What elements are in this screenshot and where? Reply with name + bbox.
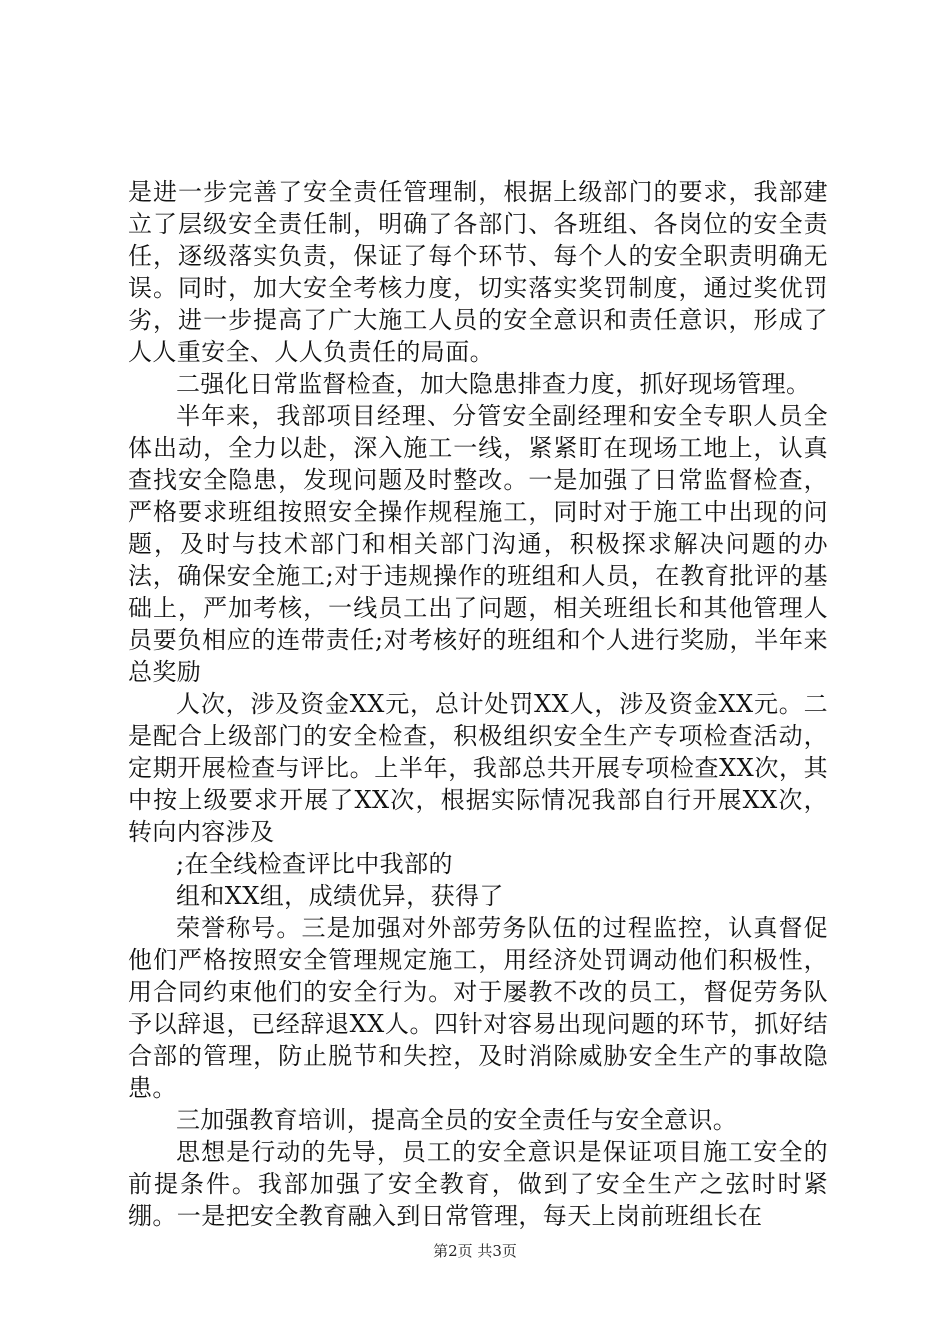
paragraph: ;在全线检查评比中我部的 bbox=[176, 850, 453, 878]
paragraph: 人次，涉及资金XX元，总计处罚XX人，涉及资金XX元。二是配合上级部门的安全检查，积极组织安全生产专项检查活动，定期开展检查与评比。上半年，我部总共开展专项检查XX次，其中按上级要求开展了XX次，根据实际情况我部自行开展XX次，转向内容涉及 bbox=[128, 690, 828, 846]
paragraph: 荣誉称号。三是加强对外部劳务队伍的过程监控，认真督促他们严格按照安全管理规定施工，用经济处罚调动他们积极性，用合同约束他们的安全行为。对于屡教不改的员工，督促劳务队予以辞退，已经辞退XX人。四针对容易出现问题的环节，抓好结合部的管理，防止脱节和失控，及时消除威胁安全生产的事故隐患。 bbox=[128, 914, 828, 1102]
page-number: 第2页 共3页 bbox=[433, 1242, 517, 1260]
paragraph: 思想是行动的先导，员工的安全意识是保证项目施工安全的前提条件。我部加强了安全教育，做到了安全生产之弦时时紧绷。一是把安全教育融入到日常管理，每天上岗前班组长在 bbox=[128, 1138, 828, 1230]
paragraph: 是进一步完善了安全责任管理制，根据上级部门的要求，我部建立了层级安全责任制，明确了各部门、各班组、各岗位的安全责任，逐级落实负责，保证了每个环节、每个人的安全职责明确无误。同时，加大安全考核力度，切实落实奖罚制度，通过奖优罚劣，进一步提高了广大施工人员的安全意识和责任意识，形成了人人重安全、人人负责任的局面。 bbox=[128, 178, 828, 366]
section-heading: 三加强教育培训，提高全员的安全责任与安全意识。 bbox=[176, 1106, 738, 1134]
paragraph: 半年来，我部项目经理、分管安全副经理和安全专职人员全体出动，全力以赴，深入施工一线，紧紧盯在现场工地上，认真查找安全隐患，发现问题及时整改。一是加强了日常监督检查，严格要求班组按照安全操作规程施工，同时对于施工中出现的问题，及时与技术部门和相关部门沟通，积极探求解决问题的办法，确保安全施工;对于违规操作的班组和人员，在教育批评的基础上，严加考核，一线员工出了问题，相关班组长和其他管理人员要负相应的连带责任;对考核好的班组和个人进行奖励，半年来总奖励 bbox=[128, 402, 828, 686]
paragraph: 组和XX组，成绩优异，获得了 bbox=[176, 882, 504, 910]
section-heading: 二强化日常监督检查，加大隐患排查力度，抓好现场管理。 bbox=[176, 370, 811, 398]
document-body bbox=[128, 176, 828, 1232]
